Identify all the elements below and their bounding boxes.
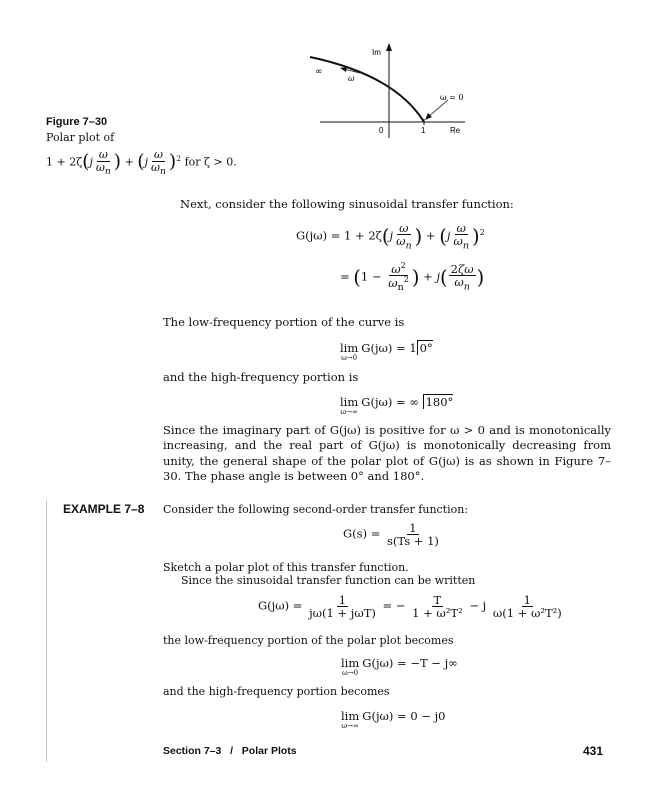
figure-caption bbox=[46, 115, 237, 177]
re-label: Re bbox=[450, 126, 461, 135]
eq2-left: = bbox=[340, 269, 350, 284]
gs-equation bbox=[343, 522, 442, 547]
caption-expr-start: 1 + 2ζ bbox=[46, 155, 83, 169]
lim2-sub: ω→∞ bbox=[341, 722, 359, 730]
lim-high-equation bbox=[340, 395, 453, 416]
example-low-freq: the low-frequency portion of the polar plot becomes bbox=[163, 634, 454, 647]
omega-zero-label: ω = 0 bbox=[440, 93, 464, 102]
caption-expression: 1 + 2ζ(j $\frac{\omega}{\omega_n}$ ) + (j $\frac{\omega}{\omega_n}$ )$^2$ for ζ > 0. bbox=[46, 148, 237, 177]
caption-tail: for ζ > 0. bbox=[184, 155, 237, 169]
tick-zero-label: 0 bbox=[379, 126, 384, 135]
example-since: Since the sinusoidal transfer function can be written bbox=[181, 574, 476, 587]
example-sketch: Sketch a polar plot of this transfer function. bbox=[163, 561, 409, 574]
lim1-rhs: G(jω) = −T − j∞ bbox=[362, 656, 458, 670]
f2-num: T bbox=[433, 593, 442, 607]
f1-den: jω(1 + jωT) bbox=[309, 606, 376, 621]
equation-gjw-2: = (1 − $\frac{\omega^2}{\omega_n^2}$ ) + j( $\frac{2\zeta\omega}{\omega_n}$ ) bbox=[340, 261, 485, 294]
gs-num: 1 bbox=[409, 521, 417, 535]
omega-label: ω bbox=[348, 74, 355, 83]
f3-num: 1 bbox=[523, 593, 531, 607]
inf-label: ∞ bbox=[315, 67, 323, 77]
intro-text: Next, consider the following sinusoidal transfer function: bbox=[180, 197, 514, 211]
lim1-equation bbox=[341, 656, 458, 677]
im-axis-arrow-icon bbox=[386, 43, 392, 51]
footer-section: Section 7–3 / Polar Plots bbox=[163, 745, 297, 757]
caption-plus: + bbox=[124, 155, 134, 169]
example-side-bar bbox=[46, 500, 47, 762]
lim-high-rhs: G(jω) = ∞ bbox=[361, 395, 419, 409]
gs-left: G(s) = bbox=[343, 526, 381, 541]
lim2-rhs: G(jω) = 0 − j0 bbox=[362, 709, 446, 723]
omega-arrow-head-icon bbox=[340, 67, 347, 72]
equation-gjw-1: G(jω) = 1 + 2ζ(j $\frac{\omega}{\omega_n}$ ) + (j $\frac{\omega}{\omega_n}$ )$^2$ bbox=[296, 221, 485, 252]
gjw-equation bbox=[258, 594, 565, 619]
tick-one-label: 1 bbox=[421, 126, 426, 135]
f1-num: 1 bbox=[338, 593, 347, 607]
example-label: EXAMPLE 7–8 bbox=[63, 502, 145, 516]
lim-low-equation bbox=[340, 341, 433, 362]
omega-zero-pointer bbox=[428, 100, 448, 117]
eq-minus: = − bbox=[382, 598, 406, 613]
lim1: lim bbox=[341, 656, 360, 670]
lim-low-rhs: G(jω) = 1 bbox=[361, 341, 417, 355]
lim2: lim bbox=[341, 709, 360, 723]
lim-low-sub: ω→0 bbox=[341, 354, 358, 362]
lim-low-angle: 0° bbox=[417, 340, 433, 355]
f3-den: ω(1 + ω²T²) bbox=[492, 606, 562, 621]
example-intro: Consider the following second-order transfer function: bbox=[163, 503, 469, 516]
polar-curve bbox=[310, 57, 424, 122]
example-high-freq: and the high-frequency portion becomes bbox=[163, 685, 390, 698]
paragraph-monotonic: Since the imaginary part of G(jω) is positive for ω > 0 and is monotonically increasing, and the real part of G(jω) is monotonically decreasing from unity, the general shape of the polar plot of G(jω) is as shown in Figure 7–30. The phase angle is between 0° and 180°. bbox=[163, 423, 611, 483]
lim-low: lim bbox=[340, 341, 359, 355]
footer-page-number: 431 bbox=[583, 744, 604, 758]
lim1-sub: ω→0 bbox=[342, 669, 359, 677]
caption-line1: Polar plot of bbox=[46, 131, 115, 144]
polar-plot-figure bbox=[300, 40, 480, 140]
gs-den: s(Ts + 1) bbox=[387, 534, 439, 549]
lim-high-angle: 180° bbox=[423, 394, 454, 409]
f2-den: 1 + ω²T² bbox=[412, 606, 463, 621]
eq1-left: G(jω) = 1 + 2ζ bbox=[296, 228, 382, 243]
minus-j: − j bbox=[469, 598, 487, 613]
high-freq-intro: and the high-frequency portion is bbox=[163, 370, 359, 384]
low-freq-intro: The low-frequency portion of the curve is bbox=[163, 315, 405, 329]
lim-high: lim bbox=[340, 395, 359, 409]
figure-title: Figure 7–30 bbox=[46, 116, 108, 128]
lim2-equation bbox=[341, 709, 445, 730]
lim-high-sub: ω→∞ bbox=[340, 408, 358, 416]
im-label: Im bbox=[372, 48, 381, 57]
gjw-left: G(jω) = bbox=[258, 598, 303, 613]
